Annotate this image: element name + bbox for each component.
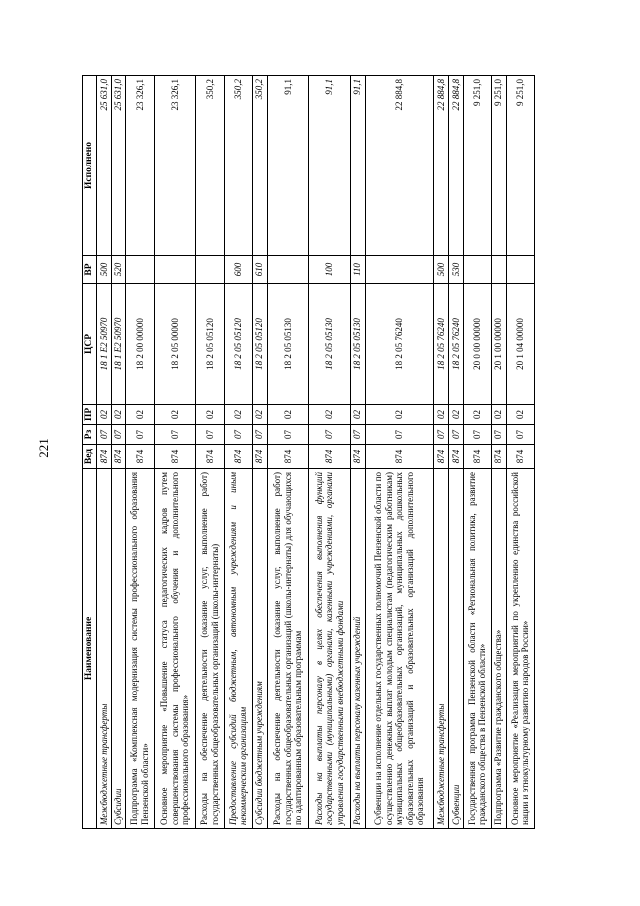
cell-name: Расходы на выплаты персоналу казенных учреждений <box>350 469 365 829</box>
cell-csr: 20 1 04 00000 <box>506 284 534 405</box>
table-row <box>365 76 434 829</box>
cell-executed: 91,1 <box>350 76 365 256</box>
cell-vr: 520 <box>111 256 126 284</box>
cell-csr: 20 1 00 00000 <box>491 284 506 405</box>
table-row <box>97 76 112 829</box>
cell-pr: 02 <box>252 405 267 425</box>
header-ved: Вед <box>83 445 97 469</box>
cell-csr: 18 2 05 76240 <box>448 284 463 405</box>
cell-rz: 07 <box>350 425 365 445</box>
cell-rz: 07 <box>224 425 252 445</box>
cell-vr: 610 <box>252 256 267 284</box>
cell-ved: 874 <box>448 445 463 469</box>
header-executed: Исполнено <box>83 76 97 256</box>
cell-name: Расходы на выплаты персоналу в целях обеспечения выполнения функций государственными (муниципальными) органами, казенными учреждениями, органами управления государственными внебюджетными фондами <box>309 469 351 829</box>
cell-vr: 110 <box>350 256 365 284</box>
cell-ved: 874 <box>196 445 224 469</box>
cell-name: Субсидии <box>111 469 126 829</box>
cell-csr: 18 2 05 76240 <box>365 284 434 405</box>
cell-csr: 18 2 05 00000 <box>154 284 196 405</box>
cell-vr <box>154 256 196 284</box>
cell-ved: 874 <box>350 445 365 469</box>
cell-csr: 18 2 05 05130 <box>309 284 351 405</box>
cell-rz: 07 <box>434 425 449 445</box>
cell-name: Расходы на обеспечение деятельности (оказание услуг, выполнение работ) государственных общеобразовательных организаций (школы-интернаты) для обучающихся по адаптированным образовательным программам <box>267 469 309 829</box>
cell-rz: 07 <box>97 425 112 445</box>
cell-name: Основное мероприятие «Реализация мероприятий по укреплению единства российской нации и этнокультурному развитию народов России» <box>506 469 534 829</box>
cell-pr: 02 <box>365 405 434 425</box>
cell-vr <box>365 256 434 284</box>
header-rz: Рз <box>83 425 97 445</box>
cell-pr: 02 <box>196 405 224 425</box>
table-row <box>350 76 365 829</box>
cell-ved: 874 <box>491 445 506 469</box>
cell-executed: 25 631,0 <box>111 76 126 256</box>
cell-csr: 18 1 E2 50970 <box>97 284 112 405</box>
cell-name: Субвенции на исполнение отдельных государственных полномочий Пензенской области по осуществлению денежных выплат молодым специалистам (педагогическим работникам) муниципальных общеобразовательных организаций, муниципальных дошкольных образовательных организаций и образовательных организаций дополнительного образования <box>365 469 434 829</box>
cell-rz: 07 <box>491 425 506 445</box>
cell-pr: 02 <box>350 405 365 425</box>
cell-pr: 02 <box>463 405 491 425</box>
cell-ved: 874 <box>365 445 434 469</box>
header-name: Наименование <box>83 469 97 829</box>
cell-rz: 07 <box>448 425 463 445</box>
cell-name: Межбюджетные трансферты <box>97 469 112 829</box>
cell-name: Основное мероприятие «Повышение статуса педагогических кадров путем совершенствования системы профессионального обучения и дополнительного профессионального образования» <box>154 469 196 829</box>
cell-pr: 02 <box>97 405 112 425</box>
cell-ved: 874 <box>309 445 351 469</box>
header-vr: ВР <box>83 256 97 284</box>
cell-ved: 874 <box>97 445 112 469</box>
cell-executed: 22 884,8 <box>365 76 434 256</box>
table-row <box>267 76 309 829</box>
cell-csr: 18 2 05 05120 <box>224 284 252 405</box>
cell-name: Подпрограмма «Комплексная модернизация системы профессионального образования Пензенской области» <box>126 469 154 829</box>
cell-name: Субвенции <box>448 469 463 829</box>
cell-name: Предоставление субсидий бюджетным, автономным учреждениям и иным некоммерческим организациям <box>224 469 252 829</box>
cell-pr: 02 <box>111 405 126 425</box>
cell-ved: 874 <box>506 445 534 469</box>
cell-vr <box>267 256 309 284</box>
cell-vr <box>126 256 154 284</box>
table-row <box>196 76 224 829</box>
cell-rz: 07 <box>252 425 267 445</box>
page-number: 221 <box>36 438 51 458</box>
cell-ved: 874 <box>126 445 154 469</box>
header-csr: ЦСР <box>83 284 97 405</box>
table-row <box>448 76 463 829</box>
cell-csr: 18 1 E2 50970 <box>111 284 126 405</box>
cell-pr: 02 <box>448 405 463 425</box>
cell-pr: 02 <box>126 405 154 425</box>
cell-executed: 350,2 <box>196 76 224 256</box>
cell-ved: 874 <box>111 445 126 469</box>
cell-vr <box>196 256 224 284</box>
cell-ved: 874 <box>252 445 267 469</box>
cell-rz: 07 <box>126 425 154 445</box>
cell-vr: 500 <box>97 256 112 284</box>
header-pr: ПР <box>83 405 97 425</box>
cell-executed: 350,2 <box>252 76 267 256</box>
cell-csr: 18 2 05 05130 <box>350 284 365 405</box>
cell-vr: 600 <box>224 256 252 284</box>
cell-name: Расходы на обеспечение деятельности (оказание услуг, выполнение работ) государственных общеобразовательных организаций (школы-интернаты) <box>196 469 224 829</box>
cell-pr: 02 <box>491 405 506 425</box>
cell-executed: 23 326,1 <box>154 76 196 256</box>
cell-pr: 02 <box>434 405 449 425</box>
cell-executed: 91,1 <box>309 76 351 256</box>
cell-executed: 25 631,0 <box>97 76 112 256</box>
table-row <box>154 76 196 829</box>
cell-vr: 500 <box>434 256 449 284</box>
cell-executed: 9 251,0 <box>463 76 491 256</box>
cell-executed: 23 326,1 <box>126 76 154 256</box>
cell-executed: 9 251,0 <box>506 76 534 256</box>
cell-ved: 874 <box>267 445 309 469</box>
cell-vr: 100 <box>309 256 351 284</box>
table-row <box>434 76 449 829</box>
cell-ved: 874 <box>434 445 449 469</box>
cell-ved: 874 <box>224 445 252 469</box>
cell-rz: 07 <box>309 425 351 445</box>
cell-name: Субсидии бюджетным учреждениям <box>252 469 267 829</box>
table-row <box>506 76 534 829</box>
cell-vr <box>491 256 506 284</box>
cell-rz: 07 <box>111 425 126 445</box>
cell-pr: 02 <box>154 405 196 425</box>
cell-rz: 07 <box>365 425 434 445</box>
cell-rz: 07 <box>196 425 224 445</box>
cell-rz: 07 <box>267 425 309 445</box>
cell-ved: 874 <box>154 445 196 469</box>
cell-vr <box>506 256 534 284</box>
cell-ved: 874 <box>463 445 491 469</box>
cell-vr: 530 <box>448 256 463 284</box>
cell-rz: 07 <box>154 425 196 445</box>
table-row <box>111 76 126 829</box>
cell-csr: 18 2 00 00000 <box>126 284 154 405</box>
cell-pr: 02 <box>224 405 252 425</box>
table-row <box>126 76 154 829</box>
table-row <box>463 76 491 829</box>
table-row <box>309 76 351 829</box>
cell-executed: 9 251,0 <box>491 76 506 256</box>
table-row <box>491 76 506 829</box>
cell-executed: 22 884,8 <box>434 76 449 256</box>
cell-csr: 18 2 05 76240 <box>434 284 449 405</box>
cell-pr: 02 <box>309 405 351 425</box>
budget-table-container <box>82 76 535 829</box>
cell-csr: 18 2 05 05130 <box>267 284 309 405</box>
cell-rz: 07 <box>506 425 534 445</box>
cell-csr: 18 2 05 05120 <box>252 284 267 405</box>
cell-csr: 18 2 05 05120 <box>196 284 224 405</box>
cell-executed: 22 884,8 <box>448 76 463 256</box>
cell-csr: 20 0 00 00000 <box>463 284 491 405</box>
cell-vr <box>463 256 491 284</box>
cell-name: Межбюджетные трансферты <box>434 469 449 829</box>
cell-executed: 350,2 <box>224 76 252 256</box>
cell-pr: 02 <box>267 405 309 425</box>
budget-table <box>82 75 535 829</box>
cell-rz: 07 <box>463 425 491 445</box>
table-body <box>97 76 535 829</box>
cell-name: Подпрограмма «Развитие гражданского общества» <box>491 469 506 829</box>
table-row <box>224 76 252 829</box>
cell-executed: 91,1 <box>267 76 309 256</box>
table-row <box>252 76 267 829</box>
table-header-row <box>83 76 97 829</box>
cell-name: Государственная программа Пензенской области «Региональная политика, развитие гражданского общества в Пензенской области» <box>463 469 491 829</box>
cell-pr: 02 <box>506 405 534 425</box>
